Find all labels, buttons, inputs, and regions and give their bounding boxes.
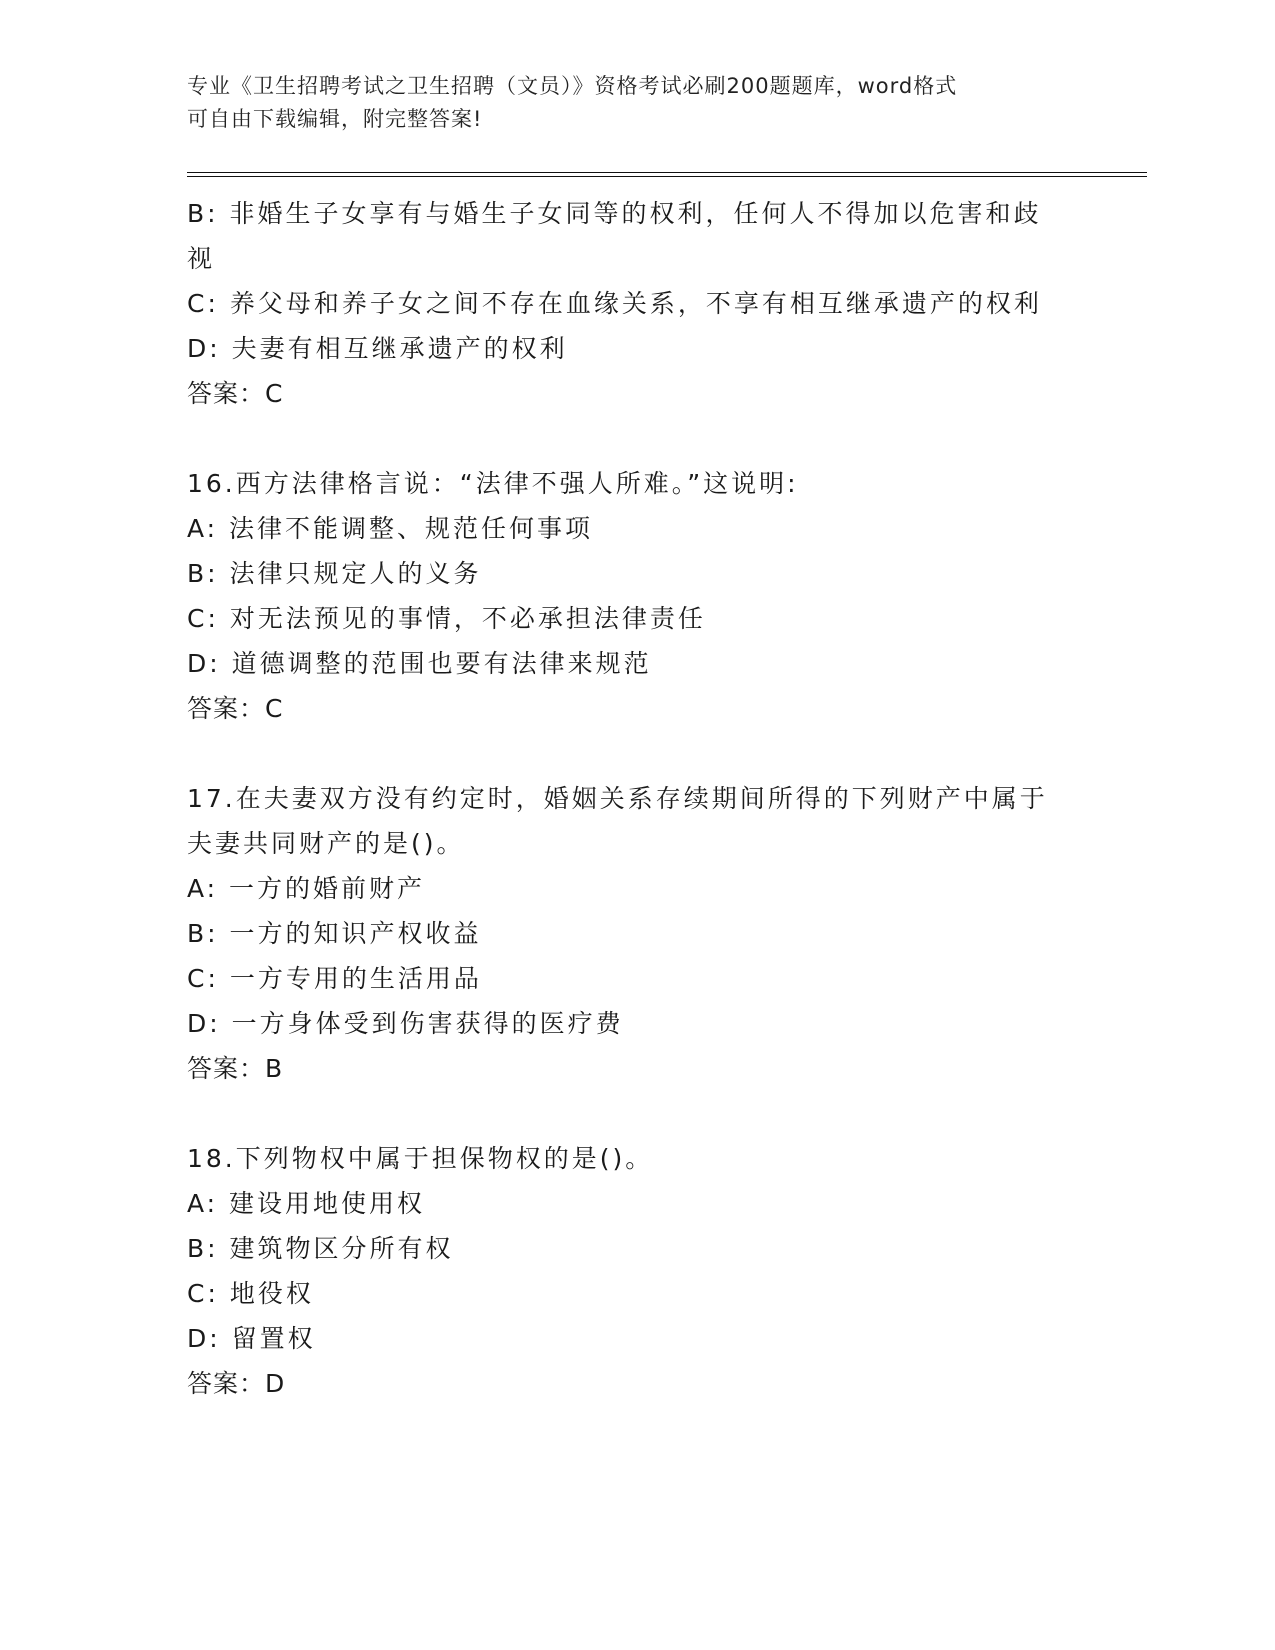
question-text: 17.在夫妻双方没有约定时，婚姻关系存续期间所得的下列财产中属于 [187, 784, 1048, 813]
question-text: 18.下列物权中属于担保物权的是()。 [187, 1144, 654, 1173]
option-c: C: 养父母和养子女之间不存在血缘关系，不享有相互继承遗产的权利 [187, 289, 1042, 318]
question-text: 16.西方法律格言说：“法律不强人所难。”这说明: [187, 469, 799, 498]
option-d: D: 夫妻有相互继承遗产的权利 [187, 334, 568, 363]
answer: 答案：B [187, 1054, 284, 1083]
document-page [187, 70, 1147, 1406]
question-text-continued: 夫妻共同财产的是()。 [187, 829, 465, 858]
option-b: B: 一方的知识产权收益 [187, 919, 482, 948]
question-17 [187, 776, 1087, 1091]
option-a: A: 一方的婚前财产 [187, 874, 426, 903]
question-list [187, 191, 1087, 1406]
option-a: A: 建设用地使用权 [187, 1189, 426, 1218]
option-c: C: 一方专用的生活用品 [187, 964, 482, 993]
option-b: B: 建筑物区分所有权 [187, 1234, 454, 1263]
header-line-2: 可自由下载编辑，附完整答案! [187, 107, 483, 131]
question-15-partial [187, 191, 1087, 416]
option-b: B: 法律只规定人的义务 [187, 559, 482, 588]
header-divider [187, 172, 1147, 177]
question-18 [187, 1136, 1087, 1406]
option-d: D: 留置权 [187, 1324, 316, 1353]
option-c: C: 地役权 [187, 1279, 314, 1308]
option-d: D: 道德调整的范围也要有法律来规范 [187, 649, 652, 678]
option-a: A: 法律不能调整、规范任何事项 [187, 514, 594, 543]
answer: 答案：C [187, 694, 284, 723]
answer: 答案：D [187, 1369, 286, 1398]
question-16 [187, 461, 1087, 731]
document-header [187, 70, 1087, 136]
option-b-continued: 视 [187, 244, 216, 273]
option-d: D: 一方身体受到伤害获得的医疗费 [187, 1009, 624, 1038]
option-b: B: 非婚生子女享有与婚生子女同等的权利，任何人不得加以危害和歧 [187, 199, 1042, 228]
answer: 答案：C [187, 379, 284, 408]
header-line-1: 专业《卫生招聘考试之卫生招聘（文员）》资格考试必刷200题题库，word格式 [187, 74, 958, 98]
option-c: C: 对无法预见的事情，不必承担法律责任 [187, 604, 706, 633]
